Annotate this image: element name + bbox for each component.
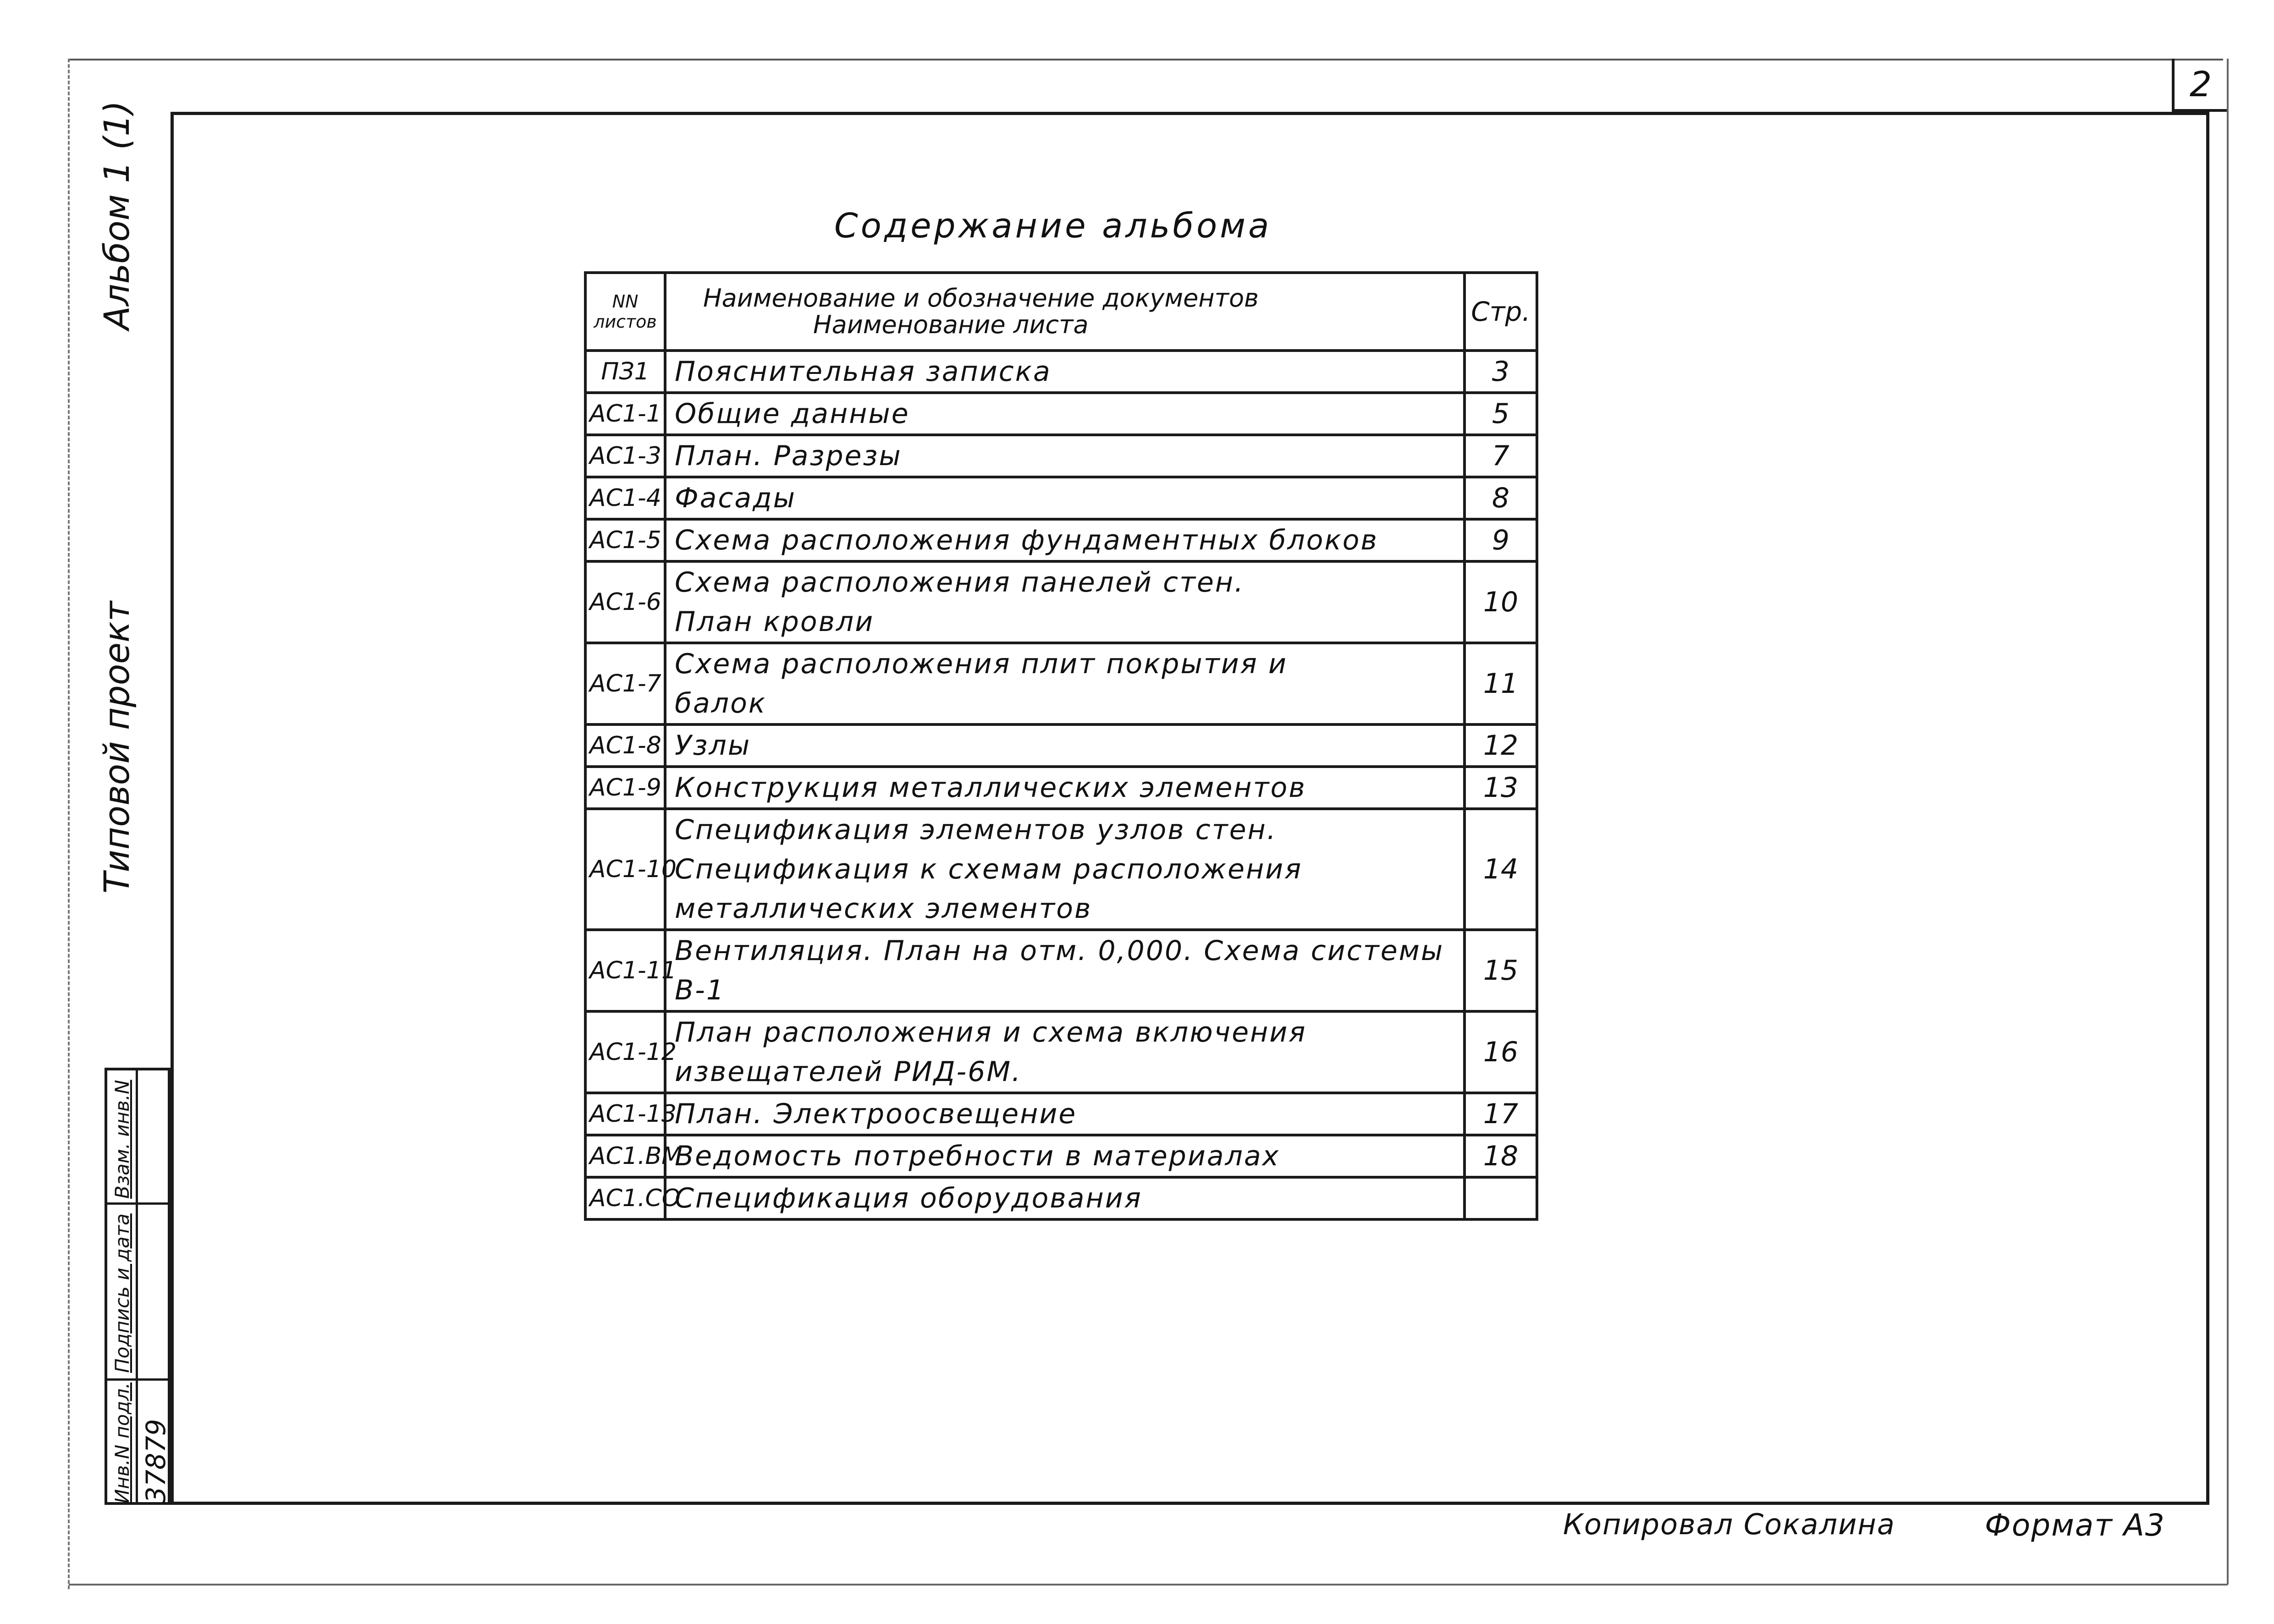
sheet-name: Общие данные xyxy=(665,393,1465,435)
table-header-row xyxy=(585,273,1537,351)
sheet-name: Пояснительная записка xyxy=(665,351,1465,393)
table-row xyxy=(585,1093,1537,1135)
page-number: 15 xyxy=(1465,930,1537,1011)
table-row xyxy=(585,393,1537,435)
stamp-block xyxy=(105,1068,171,1505)
sheet-code: АС1.ВМ xyxy=(585,1135,665,1177)
page-number: 14 xyxy=(1465,809,1537,930)
sheet-code: АС1-3 xyxy=(585,435,665,477)
table-row xyxy=(585,767,1537,809)
sheet-code: АС1-6 xyxy=(585,561,665,643)
table-row xyxy=(585,643,1537,724)
page-number: 3 xyxy=(1465,351,1537,393)
sheet-name: Схема расположения фундаментных блоков xyxy=(665,519,1465,561)
sheet-name: План расположения и схема включения извещателей РИД-6М. xyxy=(665,1011,1465,1093)
page-number: 10 xyxy=(1465,561,1537,643)
header-name-line1: Наименование и обозначение документов xyxy=(703,284,1259,313)
sheet-code: АС1-4 xyxy=(585,477,665,519)
sheet-code: АС1-8 xyxy=(585,724,665,767)
sheet-name: Фасады xyxy=(665,477,1465,519)
stamp-column-divider xyxy=(136,1070,138,1502)
page-number: 12 xyxy=(1465,724,1537,767)
sheet-edge-bottom xyxy=(69,1584,2228,1586)
table-row xyxy=(585,724,1537,767)
album-label: Альбом 1 (1) xyxy=(96,100,137,330)
sheet-name: Спецификация элементов узлов стен. Спецификация к схемам расположения металлических элементов xyxy=(665,809,1465,930)
sheet-number-value: 2 xyxy=(2189,63,2212,104)
sheet-edge-top xyxy=(69,59,2223,60)
sheet-name: Спецификация оборудования xyxy=(665,1177,1465,1219)
table-row xyxy=(585,519,1537,561)
sheet-name: План. Электроосвещение xyxy=(665,1093,1465,1135)
table-row xyxy=(585,1135,1537,1177)
sheet-code: АС1.СО xyxy=(585,1177,665,1219)
stamp-row-divider xyxy=(107,1378,168,1381)
stamp-replaced-inv: Взам. инв.N xyxy=(111,1080,133,1199)
table-row xyxy=(585,351,1537,393)
header-name xyxy=(665,273,1465,351)
page-number: 17 xyxy=(1465,1093,1537,1135)
sheet-code: АС1-9 xyxy=(585,767,665,809)
page-number: 16 xyxy=(1465,1011,1537,1093)
page-number xyxy=(1465,1177,1537,1219)
table-row xyxy=(585,809,1537,930)
sheet-code: АС1-13 xyxy=(585,1093,665,1135)
page-number: 8 xyxy=(1465,477,1537,519)
sheet-code: АС1-5 xyxy=(585,519,665,561)
stamp-signature-date: Подпись и дата xyxy=(111,1213,133,1373)
sheet-code: АС1-10 xyxy=(585,809,665,930)
sheet-code: АС1-12 xyxy=(585,1011,665,1093)
table-row xyxy=(585,1177,1537,1219)
sheet-name: Узлы xyxy=(665,724,1465,767)
page-number: 18 xyxy=(1465,1135,1537,1177)
page-number: 11 xyxy=(1465,643,1537,724)
stamp-inv-original: Инв.N подл. xyxy=(111,1382,133,1503)
sheet-name: Схема расположения панелей стен. План кровли xyxy=(665,561,1465,643)
table-row xyxy=(585,561,1537,643)
document-title: Содержание альбома xyxy=(834,206,1272,246)
sheet-name: Схема расположения плит покрытия и балок xyxy=(665,643,1465,724)
sheet-edge-right xyxy=(2227,59,2229,1585)
table-row xyxy=(585,930,1537,1011)
table-row xyxy=(585,1011,1537,1093)
copied-by: Копировал Сокалина xyxy=(1563,1508,1896,1541)
stamp-row-divider xyxy=(107,1202,168,1205)
sheet-code: ПЗ1 xyxy=(585,351,665,393)
sheet-code: АС1-11 xyxy=(585,930,665,1011)
sheet-code: АС1-7 xyxy=(585,643,665,724)
sheet-name: Конструкция металлических элементов xyxy=(665,767,1465,809)
format-label: Формат А3 xyxy=(1985,1508,2165,1543)
stamp-inv-value: 37879 xyxy=(140,1419,171,1503)
page-number: 13 xyxy=(1465,767,1537,809)
sheet-name: Вентиляция. План на отм. 0,000. Схема системы В-1 xyxy=(665,930,1465,1011)
sheet-name: Ведомость потребности в материалах xyxy=(665,1135,1465,1177)
table-row xyxy=(585,435,1537,477)
sheet-name: План. Разрезы xyxy=(665,435,1465,477)
sheet-edge-left xyxy=(68,59,70,1589)
header-page: Стр. xyxy=(1465,273,1537,351)
page-number: 7 xyxy=(1465,435,1537,477)
project-label: Типовой проект xyxy=(96,601,137,894)
table-row xyxy=(585,477,1537,519)
page-number: 5 xyxy=(1465,393,1537,435)
page-number: 9 xyxy=(1465,519,1537,561)
sheet-number xyxy=(2172,59,2227,112)
header-name-line2: Наименование листа xyxy=(813,310,1089,339)
sheet-code: АС1-1 xyxy=(585,393,665,435)
contents-table xyxy=(584,271,1538,1221)
header-sheet-number: NN листов xyxy=(585,273,665,351)
